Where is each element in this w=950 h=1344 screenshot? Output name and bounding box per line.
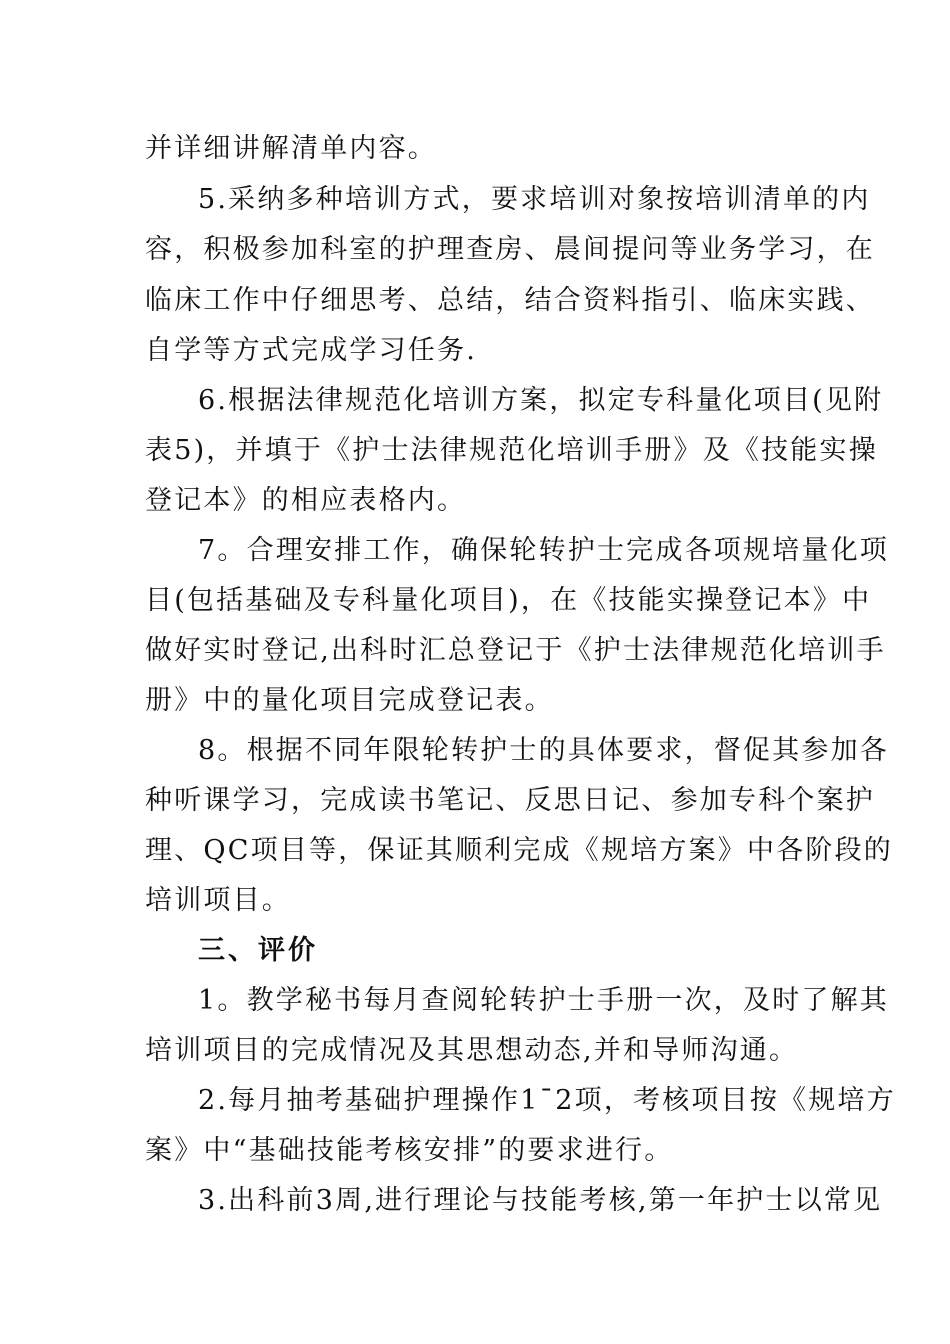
text-line: 容，积极参加科室的护理查房、晨间提问等业务学习，在	[145, 234, 875, 265]
text-line: 6.根据法律规范化培训方案，拟定专科量化项目(见附	[198, 385, 884, 416]
text-line: 理、QC项目等，保证其顺利完成《规培方案》中各阶段的	[145, 835, 893, 866]
text-line: 登记本》的相应表格内。	[145, 485, 467, 516]
text-line: 目(包括基础及专科量化项目)，在《技能实操登记本》中	[145, 585, 872, 616]
text-line: 3.出科前3周,进行理论与技能考核,第一年护士以常见	[198, 1185, 883, 1216]
text-line: 临床工作中仔细思考、总结，结合资料指引、临床实践、	[145, 285, 875, 316]
text-line: 2.每月抽考基础护理操作1¯2项，考核项目按《规培方	[198, 1085, 896, 1116]
text-line: 表5)，并填于《护士法律规范化培训手册》及《技能实操	[145, 435, 878, 466]
text-line: 5.采纳多种培训方式，要求培训对象按培训清单的内	[198, 184, 871, 215]
text-line: 册》中的量化项目完成登记表。	[145, 685, 554, 716]
text-line: 自学等方式完成学习任务.	[145, 335, 477, 366]
text-line: 做好实时登记,出科时汇总登记于《护士法律规范化培训手	[145, 635, 886, 666]
text-line: 种听课学习，完成读书笔记、反思日记、参加专科个案护	[145, 785, 875, 816]
text-line: 8。根据不同年限轮转护士的具体要求，督促其参加各	[198, 735, 889, 766]
section-heading: 三、评价	[198, 935, 318, 966]
text-line: 培训项目的完成情况及其思想动态,并和导师沟通。	[145, 1035, 799, 1066]
text-line: 1。教学秘书每月查阅轮转护士手册一次，及时了解其	[198, 985, 889, 1016]
text-line: 并详细讲解清单内容。	[145, 133, 437, 164]
text-line: 7。合理安排工作，确保轮转护士完成各项规培量化项	[198, 535, 889, 566]
text-line: 案》中“基础技能考核安排”的要求进行。	[145, 1135, 674, 1166]
text-line: 培训项目。	[145, 885, 291, 916]
